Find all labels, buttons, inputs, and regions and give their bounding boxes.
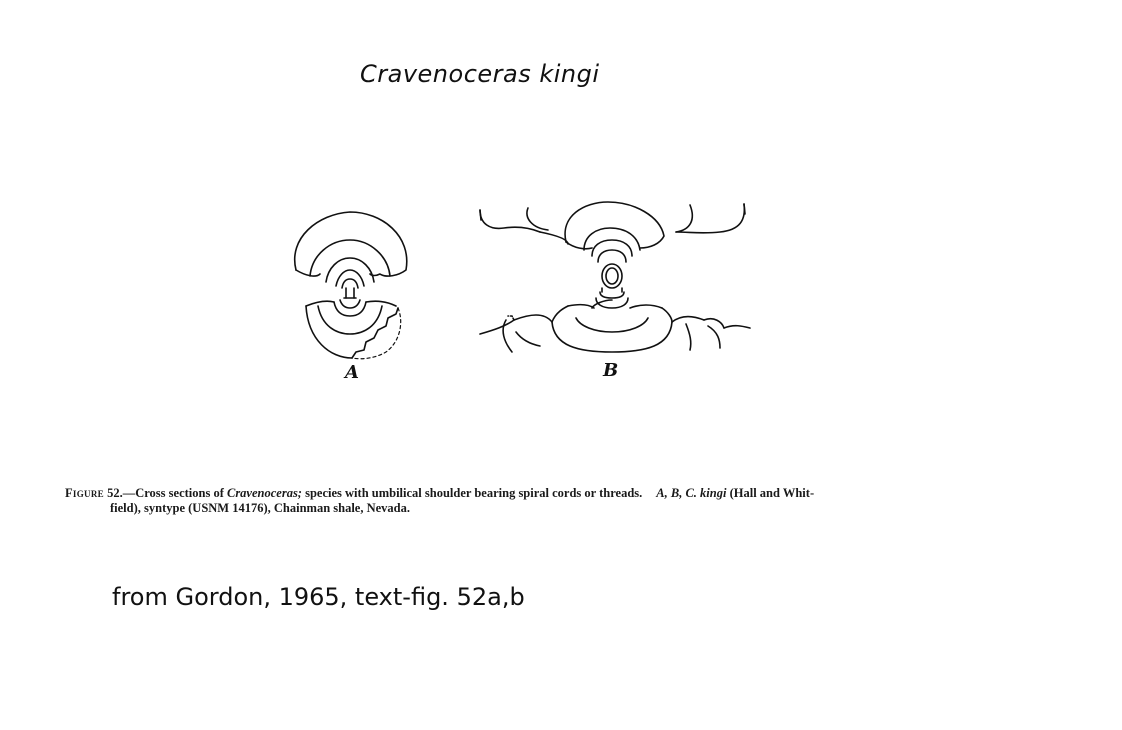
caption-figure-number: 52. [107, 486, 123, 500]
caption-line-2: field), syntype (USNM 14176), Chainman shale, Nevada. [110, 501, 411, 515]
source-citation: from Gordon, 1965, text-fig. 52a,b [112, 583, 525, 611]
caption-line-1 [65, 486, 1115, 501]
caption-text-2: species with umbilical shoulder bearing spiral cords or threads. [301, 486, 643, 500]
cross-section-a [295, 212, 407, 359]
figure-a-label: A [345, 362, 359, 383]
caption-figure-word: Figure [65, 486, 104, 500]
cross-section-b [480, 202, 750, 352]
caption-genus: Cravenoceras; [226, 486, 302, 500]
figure-caption [65, 486, 1115, 516]
caption-text-3: (Hall and Whit- [726, 486, 815, 500]
figure-b-label: B [603, 360, 619, 381]
caption-refs: A, B, C. kingi [656, 486, 727, 500]
caption-text-1: —Cross sections of [122, 486, 227, 500]
page-title: Cravenoceras kingi [360, 60, 600, 88]
